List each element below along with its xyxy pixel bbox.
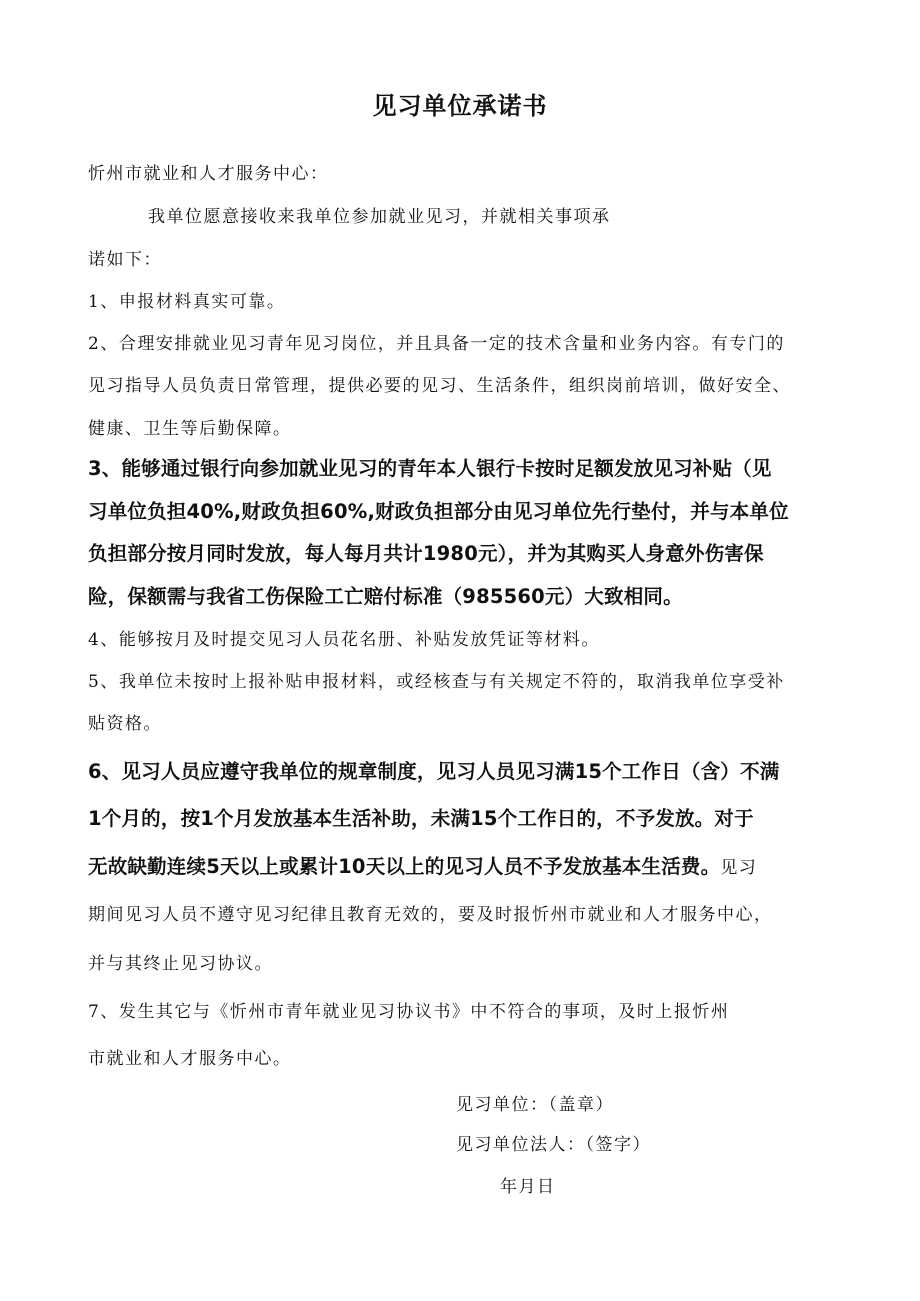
item-6-line-5: 并与其终止见习协议。	[88, 954, 273, 974]
item-2-line-3: 健康、卫生等后勤保障。	[88, 419, 292, 439]
signature-legal-person: 见习单位法人：（签字）	[456, 1135, 651, 1155]
item-6-line-2: 1个月的，按1个月发放基本生活补助，未满15个工作日的，不予发放。对于	[88, 807, 754, 830]
item-3-line-1: 3、能够通过银行向参加就业见习的青年本人银行卡按时足额发放见习补贴（见	[88, 457, 772, 480]
item-4-line-1: 4、能够按月及时提交见习人员花名册、补贴发放凭证等材料。	[88, 630, 600, 650]
item-6-line-1: 6、见习人员应遵守我单位的规章制度，见习人员见习满15个工作日（含）不满	[88, 760, 780, 783]
item-2-line-1: 2、合理安排就业见习青年见习岗位，并且具备一定的技术含量和业务内容。有专门的	[88, 334, 785, 354]
item-5-line-2: 贴资格。	[88, 714, 162, 734]
signature-unit-seal: 见习单位：（盖章）	[456, 1095, 614, 1115]
intro-line-2: 诺如下：	[88, 250, 162, 270]
item-6-line-3	[88, 855, 757, 880]
item-3-line-2: 习单位负担40%,财政负担60%,财政负担部分由见习单位先行垫付，并与本单位	[88, 500, 789, 523]
item-6-line-3-normal: 见习	[720, 858, 758, 878]
document-title: 见习单位承诺书	[372, 92, 548, 120]
item-1-line-1: 1、申报材料真实可靠。	[88, 292, 286, 312]
item-6-line-3-bold: 无故缺勤连续5天以上或累计10天以上的见习人员不予发放基本生活费。	[88, 855, 721, 878]
item-5-line-1: 5、我单位未按时上报补贴申报材料，或经核查与有关规定不符的，取消我单位享受补	[88, 672, 785, 692]
item-7-line-1: 7、发生其它与《忻州市青年就业见习协议书》中不符合的事项，及时上报忻州	[88, 1002, 730, 1022]
item-3-line-4: 险，保额需与我省工伤保险工亡赔付标准（985560元）大致相同。	[88, 585, 683, 608]
signature-date: 年月日	[500, 1177, 556, 1197]
item-2-line-2: 见习指导人员负责日常管理，提供必要的见习、生活条件，组织岗前培训，做好安全、	[88, 376, 791, 396]
item-6-line-4: 期间见习人员不遵守见习纪律且教育无效的，要及时报忻州市就业和人才服务中心，	[88, 905, 773, 925]
addressee: 忻州市就业和人才服务中心：	[88, 164, 329, 184]
intro-line-1: 我单位愿意接收来我单位参加就业见习，并就相关事项承	[148, 207, 611, 227]
item-3-line-3: 负担部分按月同时发放，每人每月共计1980元），并为其购买人身意外伤害保	[88, 542, 764, 565]
item-7-line-2: 市就业和人才服务中心。	[88, 1049, 292, 1069]
